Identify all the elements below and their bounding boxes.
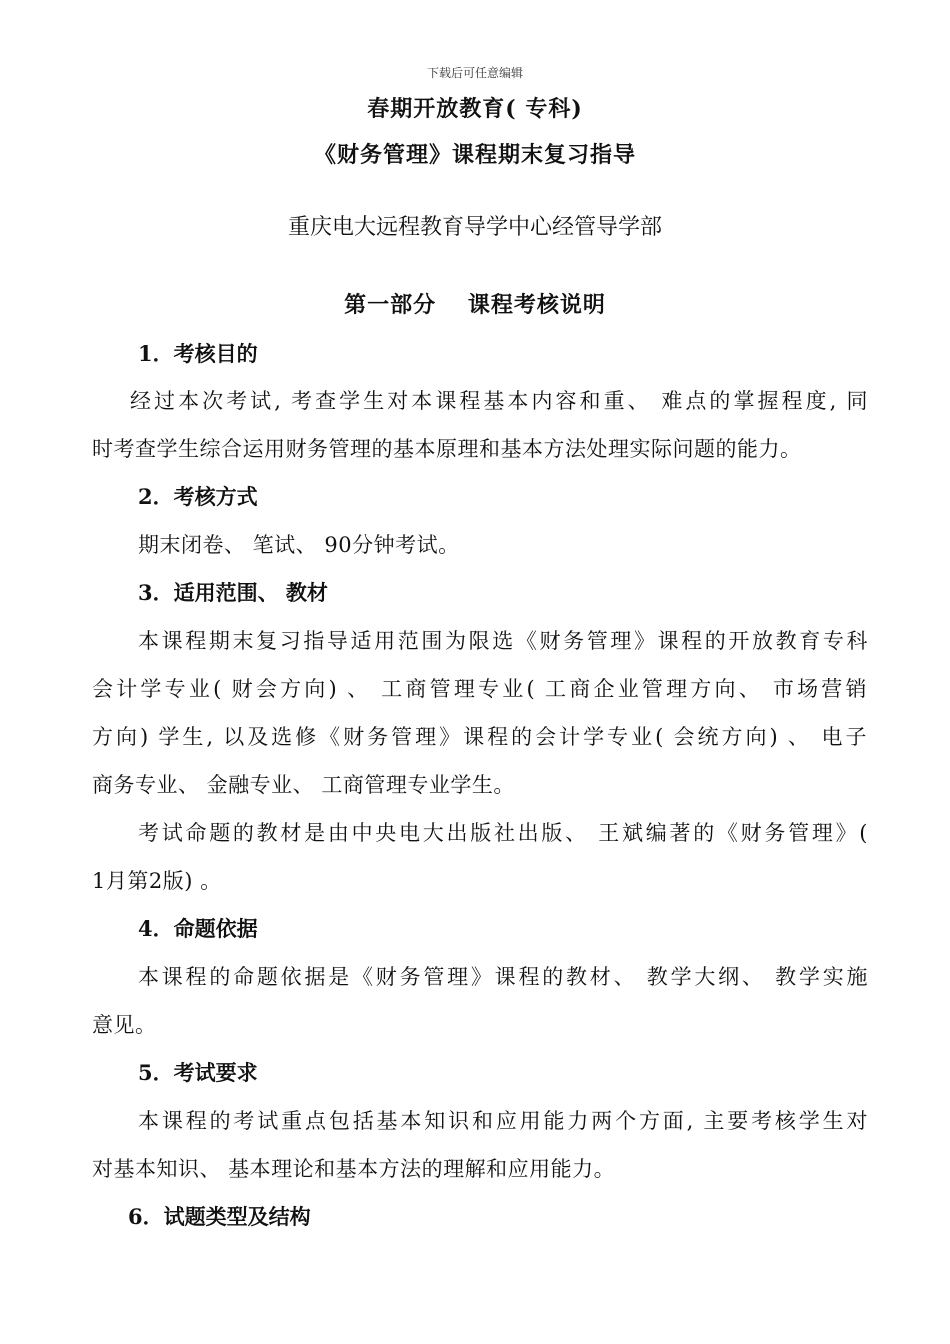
paragraph-line: 方向) 学生, 以及选修《财务管理》课程的会计学专业( 会统方向) 、 电子 [92, 725, 867, 749]
document-title-line1: 春期开放教育( 专科) [367, 96, 583, 122]
paragraph-line: 本课程期末复习指导适用范围为限选《财务管理》课程的开放教育专科 [138, 629, 868, 653]
section-heading-5: 5．考试要求 [138, 1060, 258, 1085]
section-heading-2: 2．考核方式 [138, 484, 258, 509]
organization-line: 重庆电大远程教育导学中心经管导学部 [287, 215, 662, 240]
paragraph-line: 会计学专业( 财会方向) 、 工商管理专业( 工商企业管理方向、 市场营销 [92, 677, 867, 701]
header-note: 下载后可任意编辑 [426, 66, 523, 80]
paragraph-line: 商务专业、 金融专业、 工商管理专业学生。 [92, 773, 515, 797]
section-heading-4: 4．命题依据 [138, 916, 258, 941]
part-title: 第一部分 课程考核说明 [344, 292, 606, 318]
paragraph-line: 时考查学生综合运用财务管理的基本原理和基本方法处理实际问题的能力。 [92, 437, 802, 461]
paragraph-line: 意见。 [92, 1013, 157, 1037]
section-heading-3: 3．适用范围、 教材 [138, 580, 328, 605]
paragraph-line: 经过本次考试, 考查学生对本课程基本内容和重、 难点的掌握程度, 同 [130, 389, 868, 413]
paragraph-line: 本课程的命题依据是《财务管理》课程的教材、 教学大纲、 教学实施 [138, 965, 868, 989]
section-heading-1: 1．考核目的 [138, 341, 258, 366]
section-heading-6: 6．试题类型及结构 [128, 1204, 311, 1229]
paragraph-line: 1月第2版) 。 [92, 869, 222, 893]
paragraph-line: 期末闭卷、 笔试、 90分钟考试。 [138, 533, 460, 557]
document-title-line2: 《财务管理》课程期末复习指导 [313, 142, 636, 168]
paragraph-line: 考试命题的教材是由中央电大出版社出版、 王斌编著的《财务管理》( [138, 821, 868, 845]
paragraph-line: 对基本知识、 基本理论和基本方法的理解和应用能力。 [92, 1157, 616, 1181]
paragraph-line: 本课程的考试重点包括基本知识和应用能力两个方面, 主要考核学生对 [138, 1109, 868, 1133]
